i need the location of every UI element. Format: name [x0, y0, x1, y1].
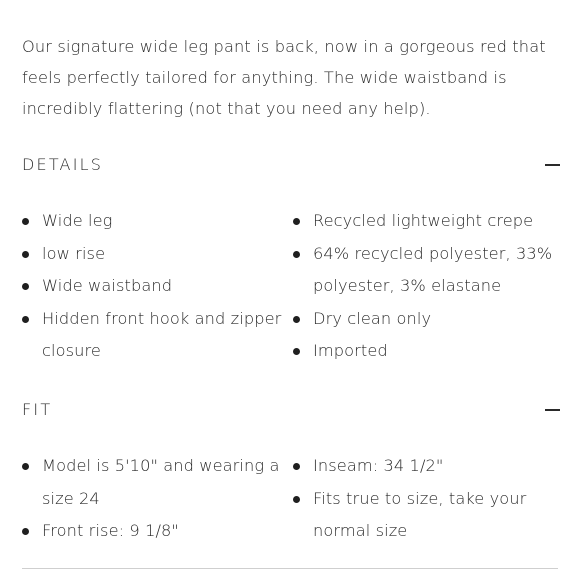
- list-item: Front rise: 9 1/8": [22, 515, 290, 548]
- list-item: Hidden front hook and zipper closure: [22, 303, 290, 368]
- list-item: Wide waistband: [22, 270, 290, 303]
- list-item: Dry clean only: [293, 303, 555, 336]
- list-item: low rise: [22, 238, 290, 271]
- list-item: Wide leg: [22, 205, 290, 238]
- minus-icon[interactable]: [545, 164, 560, 166]
- minus-icon[interactable]: [545, 409, 560, 411]
- details-left-list: [22, 205, 290, 368]
- section-divider: [22, 568, 558, 569]
- list-item: Imported: [293, 335, 555, 368]
- list-item: Inseam: 34 1/2": [293, 450, 555, 483]
- details-right-list: [293, 205, 555, 368]
- fit-left-list: [22, 450, 290, 548]
- list-item: Model is 5'10" and wearing a size 24: [22, 450, 290, 515]
- fit-section-title: FIT: [22, 400, 53, 419]
- product-description: Our signature wide leg pant is back, now in a gorgeous red that feels perfectly tailored for anything. The wide waistband is incredibly flattering (not that you need any help).: [22, 37, 546, 118]
- fit-right-list: [293, 450, 555, 548]
- details-section-title: DETAILS: [22, 155, 104, 174]
- list-item: Fits true to size, take your normal size: [293, 483, 555, 548]
- list-item: Recycled lightweight crepe: [293, 205, 555, 238]
- details-section-header[interactable]: [22, 150, 562, 180]
- fit-section-header[interactable]: [22, 395, 562, 425]
- list-item: 64% recycled polyester, 33% polyester, 3% elastane: [293, 238, 555, 303]
